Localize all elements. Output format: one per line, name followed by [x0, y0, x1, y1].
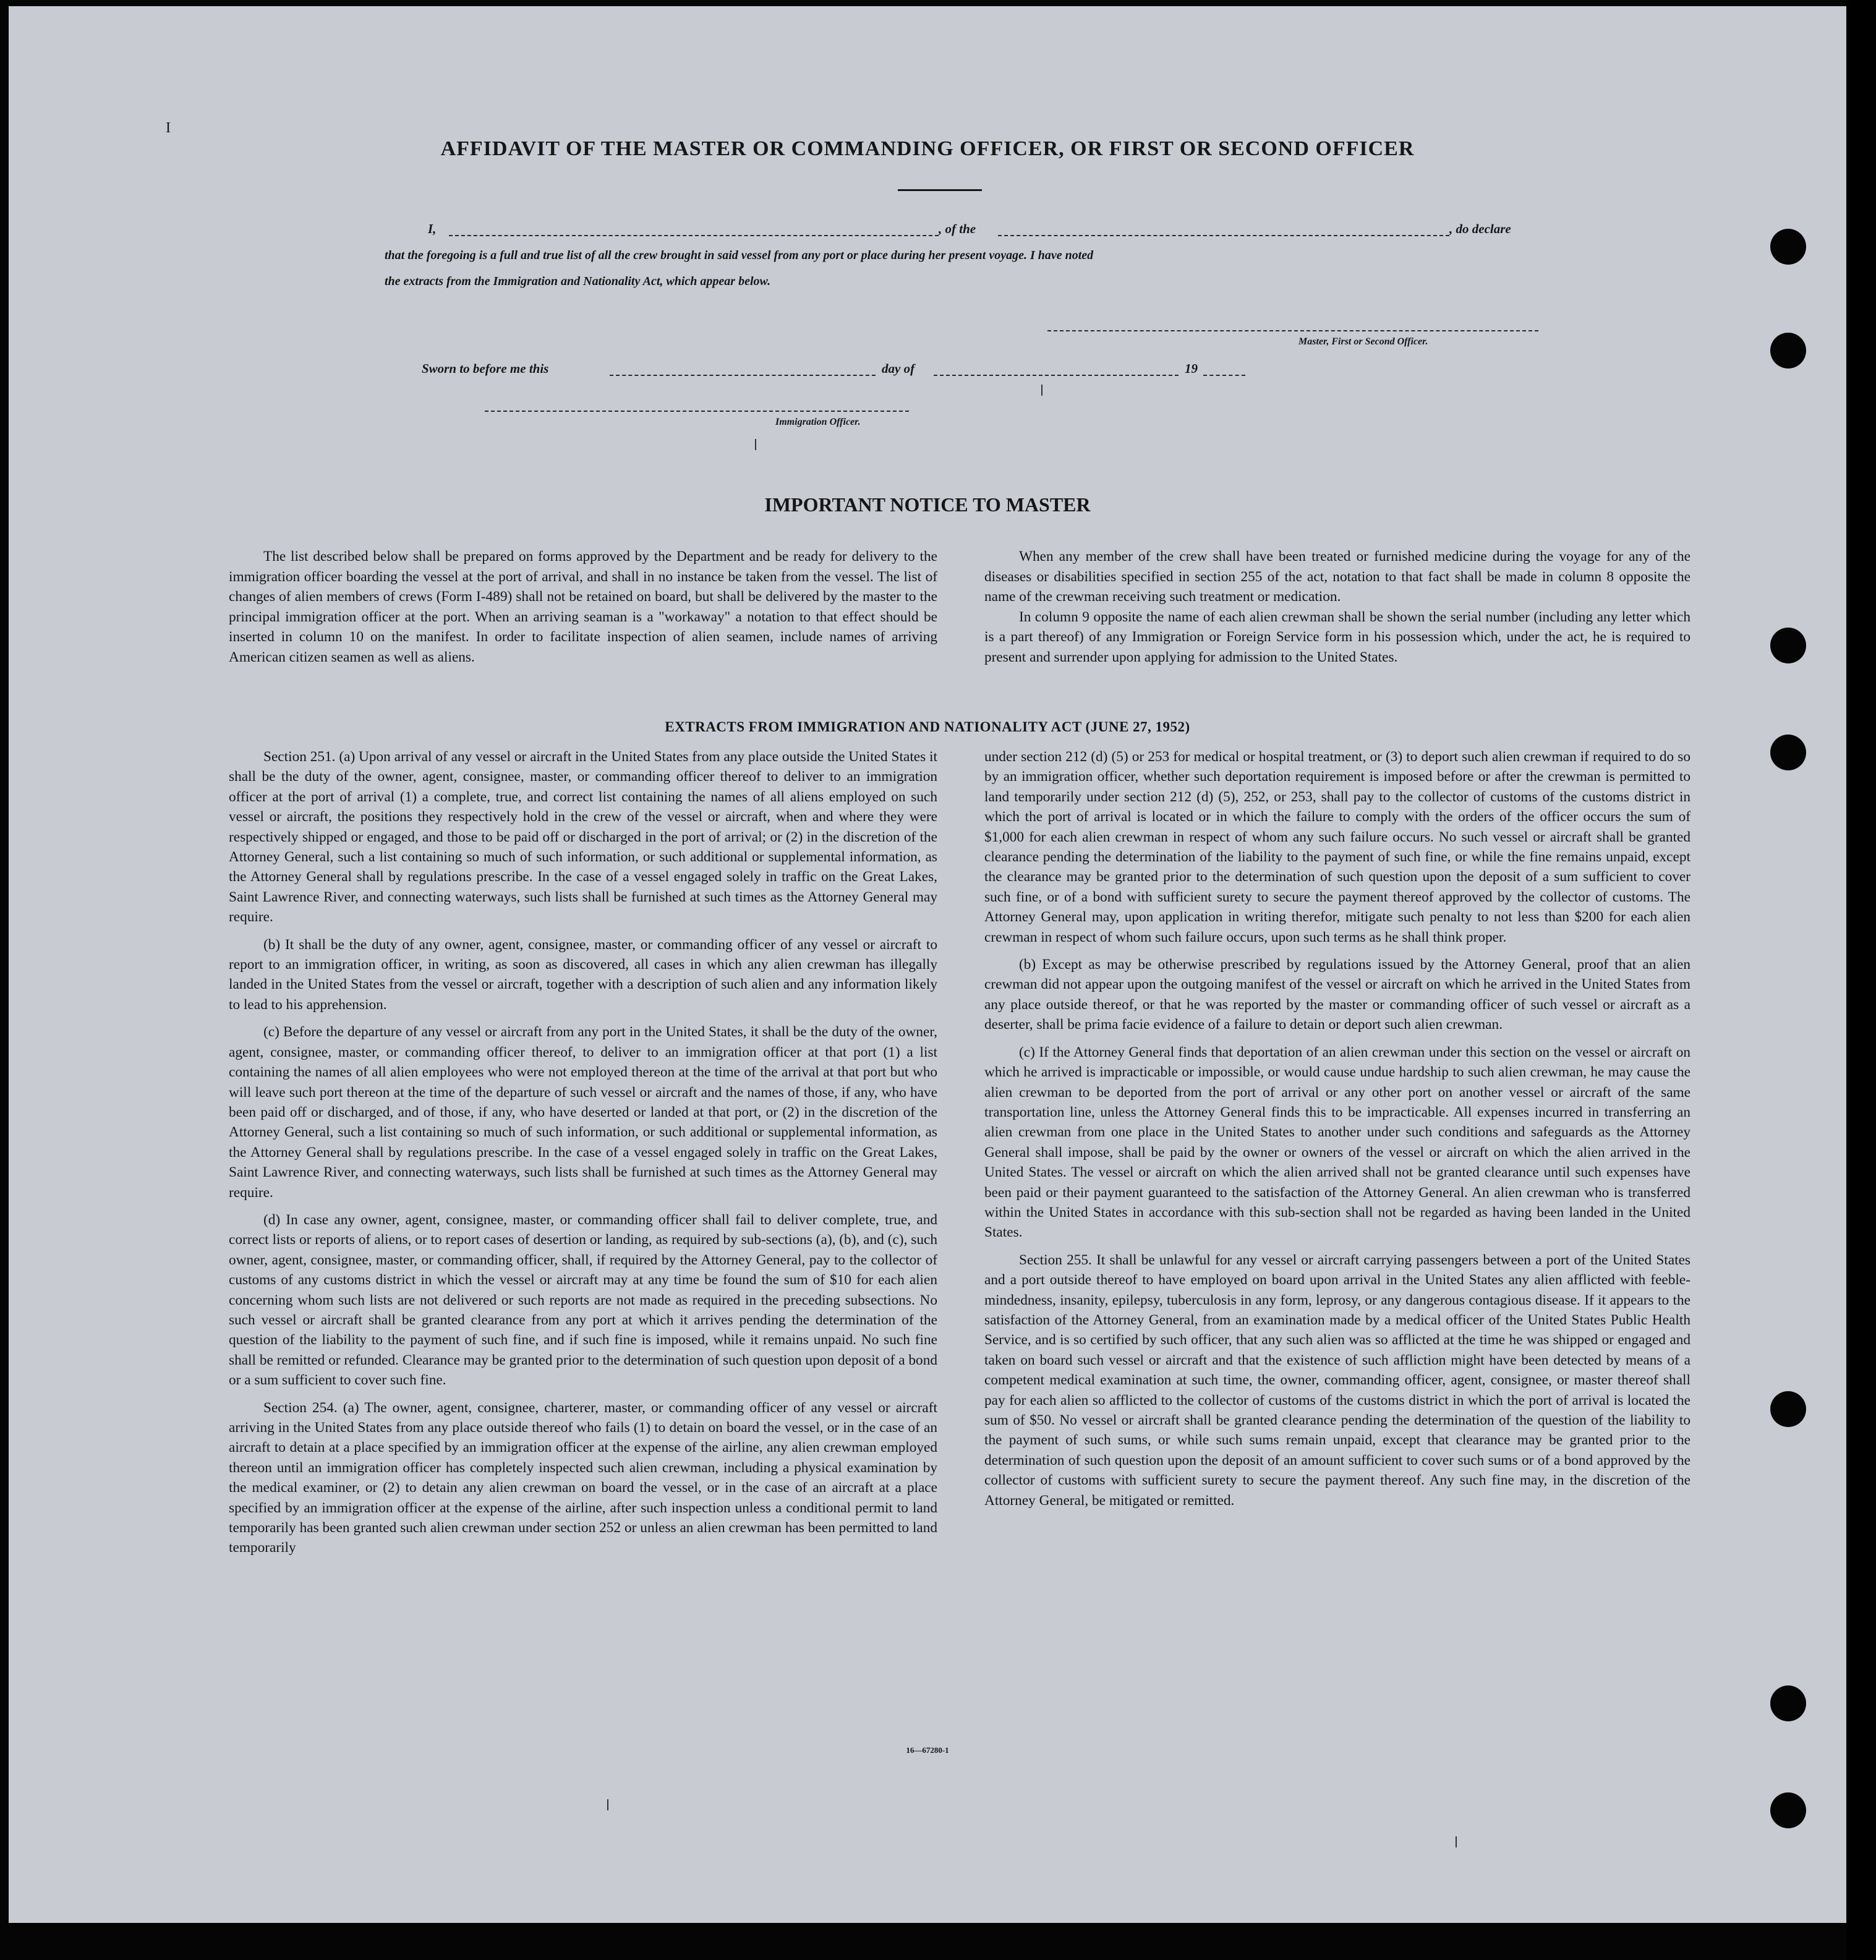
affidavit-form-page [9, 6, 1846, 1923]
master-signature-field[interactable] [1047, 330, 1538, 331]
sworn-month-field[interactable] [934, 375, 1179, 376]
affidavit-title: AFFIDAVIT OF THE MASTER OR COMMANDING OFFICER, OR FIRST OR SECOND OFFICER [440, 137, 1415, 160]
section-251-d: (d) In case any owner, agent, consignee, master, or commanding officer shall fail to deliver complete, true, and correct lists or reports of aliens, or to report cases of desertion or landing, as required by sub-sections (a), (b), and (c), such owner, agent, consignee, master, or commanding officer, shall, if required by the Attorney General, pay to the collector of customs of any customs district in which the vessel or aircraft may at any time be found the sum of $10 for each alien concerning whom such lists are not delivered or such reports are not made as required in the preceding subsections. No such vessel or aircraft shall be granted clearance from any port at which it arrives pending the determination of the question of the liability to the payment of such fine, and if such fine is imposed, while it remains unpaid. No such fine shall be remitted or refunded. Clearance may be granted prior to the determination of such question upon deposit of a bond or a sum sufficient to cover such fine. [229, 1211, 937, 1389]
declarant-name-field[interactable] [449, 235, 939, 236]
margin-tick [1456, 1836, 1457, 1847]
sworn-day-field[interactable] [610, 375, 876, 376]
punch-hole [1770, 628, 1806, 663]
section-255: Section 255. It shall be unlawful for any vessel or aircraft carrying passengers between a port of the United States and a port outside thereof to have employed on board upon arrival in the United States any alien afflicted with feeble-mindedness, insanity, epilepsy, tuberculosis in any form, leprosy, or any dangerous contagious disease. If it appears to the satisfaction of the Attorney General, from an examination made by a medical officer of the United States Public Health Service, and is so certified by such officer, that any such alien was so afflicted at the time he was shipped or engaged and taken on board such vessel or aircraft and that the existence of such affliction might have been detected by means of a competent medical examination at such time, the owner, commanding officer, agent, consignee, or master thereof shall pay for each alien so afflicted to the collector of customs of the customs district in which the port of arrival is located the sum of $50. No vessel or aircraft shall be granted clearance pending the determination of the question of the liability to the payment of such sums, or while such sums remain unpaid, except that clearance may be granted prior to the determination of such question upon the deposit of an amount sufficient to cover such sums or of a bond approved by the collector of customs with sufficient surety to secure the payment thereof. Any such fine may, in the discretion of the Attorney General, be mitigated or remitted. [984, 1251, 1691, 1509]
declaration-line-1: that the foregoing is a full and true list of all the crew brought in said vessel from any port or place during her present voyage. I have noted [385, 249, 1094, 262]
title-underline [898, 189, 982, 191]
section-251-c: (c) Before the departure of any vessel or aircraft from any port in the United States, it shall be the duty of the owner, agent, consignee, master, or commanding officer thereof, to deliver to an immigration officer at that port (1) a list containing the names of all alien employees who were not employed thereon at the time of the arrival at that port but who will leave such port thereon at the time of the departure of such vessel or aircraft and the names of those, if any, who have been paid off or discharged, and of those, if any, who have deserted or landed at that port, or (2) in the discretion of the Attorney General, such a list containing so much of such information, or such additional or supplemental information, as the Attorney General shall by regulations prescribe. In the case of a vessel engaged solely in traffic on the Great Lakes, Saint Lawrence River, and connecting waterways, such lists shall be furnished at such times as the Attorney General may require. [229, 1024, 937, 1201]
master-signature-label: Master, First or Second Officer. [1298, 336, 1428, 347]
scan-border [1846, 0, 1876, 1960]
extracts-right-column [984, 747, 1691, 1510]
section-254-b: (b) Except as may be otherwise prescribed by regulations issued by the Attorney General, proof that an alien crewman did not appear upon the outgoing manifest of the vessel or aircraft on which he arrived in the United States from any place outside thereof, or that he was reported by the master or commanding officer of such vessel or aircraft as a deserter, shall be prima facie evidence of a failure to detain or deport such alien crewman. [984, 957, 1691, 1033]
vessel-name-field[interactable] [998, 235, 1449, 236]
notice-left-paragraph: The list described below shall be prepared on forms approved by the Department and be ready for delivery to the immigration officer boarding the vessel at the port of arrival, and shall in no instance be taken from the vessel. The list of changes of alien members of crews (Form I-489) shall not be retained on board, but shall be delivered by the master to the principal immigration officer at the port. When an arriving seaman is a "workaway" a notation to that effect should be inserted in column 10 on the manifest. In order to facilitate inspection of alien seamen, include names of arriving American citizen seamen as well as aliens. [229, 548, 937, 665]
form-code: 16—67280-1 [906, 1745, 949, 1755]
of-the-label: , of the [939, 221, 976, 236]
section-251-b: (b) It shall be the duty of any owner, agent, consignee, master, or commanding officer of any vessel or aircraft to report to an immigration officer, in writing, as soon as discovered, all cases in which any alien crewman has illegally landed in the United States from the vessel or aircraft, together with a description of such alien and any information likely to lead to his apprehension. [229, 936, 937, 1013]
section-254-c: (c) If the Attorney General finds that deportation of an alien crewman under this section on the vessel or aircraft on which he arrived is impracticable or impossible, or would cause undue hardship to such alien crewman, he may cause the alien crewman to be deported from the port of arrival or any other port on another vessel or aircraft of the same transportation line, unless the Attorney General finds this to be impracticable. All expenses incurred in transferring an alien crewman from one place in the United States to another under such conditions and safeguards as the Attorney General shall impose, shall be paid by the owner or owners of the vessel or aircraft on which the alien arrived in the United States. The vessel or aircraft on which the alien arrived shall not be granted clearance until such expenses have been paid or their payment guaranteed to the satisfaction of the Attorney General. An alien crewman who is transferred within the United States in accordance with this sub-section shall not be regarded as having been landed in the United States. [984, 1044, 1691, 1241]
officer-signature-label: Immigration Officer. [775, 417, 861, 427]
punch-hole [1770, 1792, 1806, 1828]
punch-hole [1770, 735, 1806, 770]
sworn-year-field[interactable] [1203, 375, 1245, 376]
margin-tick [1041, 385, 1042, 396]
section-254-a-continued: under section 212 (d) (5) or 253 for medical or hospital treatment, or (3) to deport such alien crewman if required to do so by an immigration officer, whether such deportation requirement is imposed before or after the crewman is permitted to land temporarily under section 212 (d) (5), 252, or 253, shall pay to the collector of customs of the customs district in which the port of arrival is located or in which the failure to comply with the orders of the officer occurs the sum of $1,000 for each alien crewman in respect of whom any such failure occurs. No such vessel or aircraft shall be granted clearance pending the determination of the liability to the payment of such fine, or while the fine remains unpaid, except the clearance may be granted prior to the determination of such question upon the deposit of a sum sufficient to cover such fine, or of a bond with sufficient surety to secure the payment thereof approved by the collector of customs. The Attorney General may, upon application in writing therefor, mitigate such penalty to not less than $200 for each alien crewman in respect of whom such failure occurs, upon such terms as he shall think proper. [984, 749, 1691, 945]
section-254-a: Section 254. (a) The owner, agent, consignee, charterer, master, or commanding officer of any vessel or aircraft arriving in the United States from any place outside thereof who fails (1) to detain on board the vessel, or in the case of an aircraft to detain at a place specified by an immigration officer at the expense of the airline, any alien crewman employed thereon until an immigration officer has completely inspected such alien crewman, including a physical examination by the medical examiner, or (2) to detain any alien crewman on board the vessel, or in the case of an aircraft at a place specified by an immigration officer at the expense of the airline, after such inspection unless a conditional permit to land temporarily has been granted such alien crewman under section 252 or unless an alien crewman has been permitted to land temporarily [229, 1399, 937, 1556]
do-declare-label: , do declare [1449, 221, 1511, 236]
notice-right-paragraph-2: In column 9 opposite the name of each alien crewman shall be shown the serial number (including any letter which is a part thereof) of any Immigration or Foreign Service form in his possession which, under the act, he is required to present and surrender upon applying for admission to the United States. [984, 608, 1691, 665]
margin-tick [755, 439, 756, 450]
notice-right-column [984, 547, 1691, 667]
punch-hole [1770, 1685, 1806, 1721]
margin-tick [607, 1799, 608, 1810]
punch-hole [1770, 229, 1806, 265]
extracts-title: EXTRACTS FROM IMMIGRATION AND NATIONALITY ACT (JUNE 27, 1952) [665, 719, 1190, 735]
day-of-label: day of [882, 361, 915, 376]
notice-left-column [229, 547, 937, 667]
notice-title: IMPORTANT NOTICE TO MASTER [764, 493, 1091, 516]
sworn-label: Sworn to before me this [422, 361, 549, 376]
section-251-a: Section 251. (a) Upon arrival of any vessel or aircraft in the United States from any place outside the United States it shall be the duty of the owner, agent, consignee, master, or commanding officer thereof to deliver to an immigration officer at the port of arrival (1) a complete, true, and correct list containing the names of all aliens employed on such vessel or aircraft, the positions they respectively hold in the crew of the vessel or aircraft, when and where they were respectively shipped or engaged, and those to be paid off or discharged in the port of arrival; or (2) in the discretion of the Attorney General, such a list containing so much of such information, or such additional or supplemental information, as the Attorney General shall by regulations prescribe. In the case of a vessel engaged solely in traffic on the Great Lakes, Saint Lawrence River, and connecting waterways, such lists shall be furnished at such times as the Attorney General may require. [229, 749, 937, 926]
year-label: 19 [1185, 361, 1198, 376]
punch-hole [1770, 333, 1806, 369]
officer-signature-field[interactable] [485, 411, 909, 412]
declaration-line-2: the extracts from the Immigration and Nationality Act, which appear below. [385, 275, 771, 288]
margin-mark: I [166, 120, 171, 136]
extracts-left-column [229, 747, 937, 1558]
declarant-label: I, [428, 221, 437, 236]
punch-hole [1770, 1391, 1806, 1427]
notice-right-paragraph-1: When any member of the crew shall have been treated or furnished medicine during the voyage for any of the diseases or disabilities specified in section 255 of the act, notation to that fact shall be made in column 8 opposite the name of the crewman receiving such treatment or medication. [984, 548, 1691, 605]
